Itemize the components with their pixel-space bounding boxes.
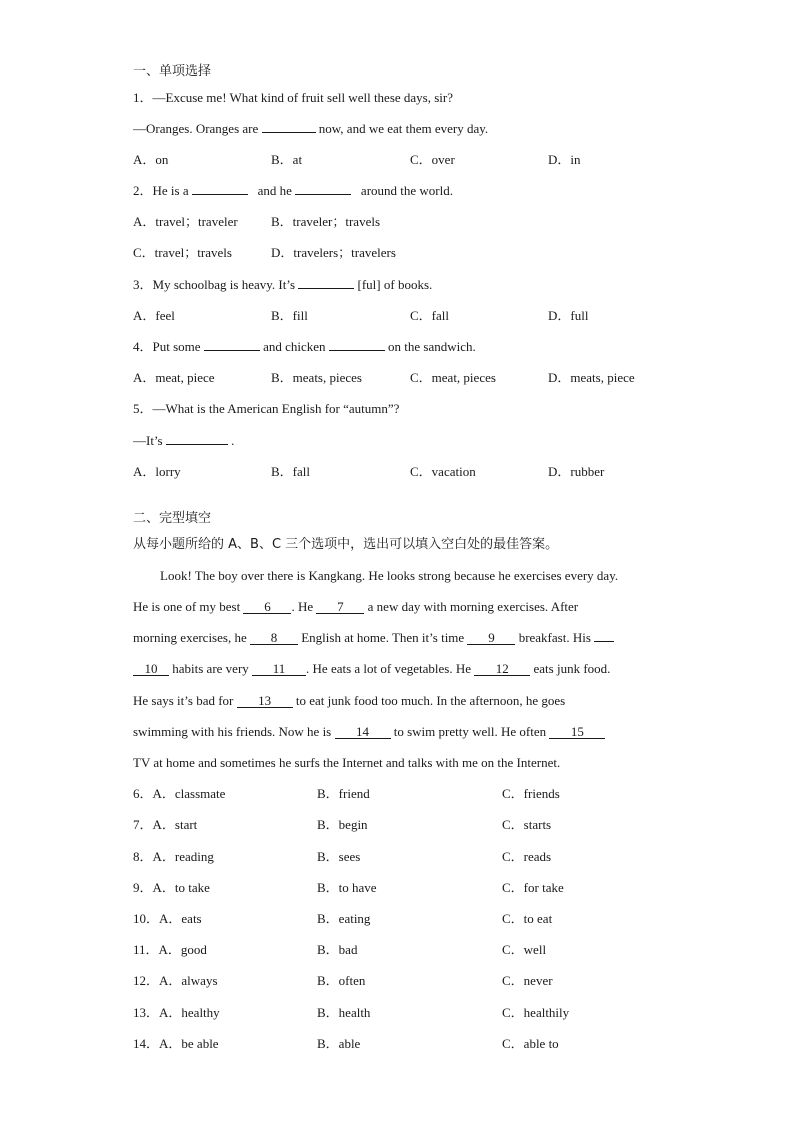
option-text: A．start	[152, 817, 198, 832]
question-text: —Excuse me! What kind of fruit sell well these days, sir?	[152, 90, 454, 105]
cloze-option-c[interactable]: C．to eat	[502, 911, 553, 926]
cloze-option-c[interactable]: C．reads	[502, 849, 552, 864]
cloze-option-a[interactable]	[133, 911, 202, 927]
question-text: —What is the American English for “autumn”?	[152, 401, 400, 416]
cloze-option-a[interactable]	[133, 817, 197, 833]
question-number: 9．	[133, 880, 153, 895]
question-text: now, and we eat them every day.	[315, 121, 489, 136]
passage-text: English at home. Then it’s time	[297, 630, 468, 645]
option-text: A．good	[158, 942, 207, 957]
answer-blank-9[interactable]: 9	[467, 631, 515, 645]
passage-text: morning exercises, he	[133, 630, 250, 645]
option-text: A．be able	[159, 1036, 219, 1051]
option-c[interactable]: C．travel；travels	[133, 245, 232, 260]
passage-text: . He eats a lot of vegetables. He	[306, 661, 475, 676]
question-number: 2．	[133, 183, 153, 198]
question-number: 1．	[133, 90, 153, 105]
question-text: My schoolbag is heavy. It’s	[152, 277, 299, 292]
option-d[interactable]: D．in	[548, 152, 581, 167]
option-d[interactable]: D．rubber	[548, 464, 605, 479]
question-text: He is a	[152, 183, 192, 198]
question-number: 14．	[133, 1036, 160, 1051]
option-text: A．to take	[152, 880, 210, 895]
answer-blank-8[interactable]: 8	[250, 631, 298, 645]
question-5-line-2	[133, 433, 234, 449]
answer-blank-15[interactable]: 15	[549, 725, 605, 739]
cloze-option-a[interactable]	[133, 786, 225, 802]
option-b[interactable]: B．fall	[271, 464, 310, 479]
answer-blank-10-start[interactable]	[594, 641, 614, 642]
cloze-option-b[interactable]: B．health	[317, 1005, 371, 1020]
question-text: [ful] of books.	[354, 277, 433, 292]
question-number: 12．	[133, 973, 160, 988]
answer-blank[interactable]	[204, 350, 260, 351]
answer-blank[interactable]	[295, 194, 351, 195]
passage-line	[133, 724, 605, 740]
passage-line	[160, 568, 618, 584]
cloze-option-b[interactable]: B．often	[317, 973, 366, 988]
option-c[interactable]: C．over	[410, 152, 455, 167]
option-a[interactable]: A．on	[133, 152, 169, 167]
option-a[interactable]: A．lorry	[133, 464, 181, 479]
answer-blank[interactable]	[298, 288, 354, 289]
question-number: 7．	[133, 817, 153, 832]
answer-blank[interactable]	[329, 350, 385, 351]
question-number: 8．	[133, 849, 153, 864]
question-text: on the sandwich.	[384, 339, 476, 354]
cloze-option-c[interactable]: C．for take	[502, 880, 564, 895]
cloze-option-b[interactable]: B．eating	[317, 911, 371, 926]
passage-line	[133, 661, 610, 677]
question-text: Put some	[152, 339, 204, 354]
question-text: —Oranges. Oranges are	[133, 121, 262, 136]
passage-line	[133, 630, 614, 646]
cloze-option-a[interactable]	[133, 1005, 220, 1021]
cloze-option-a[interactable]	[133, 880, 210, 896]
cloze-option-c[interactable]: C．well	[502, 942, 547, 957]
answer-blank-7[interactable]: 7	[316, 600, 364, 614]
cloze-option-c[interactable]: C．healthily	[502, 1005, 570, 1020]
answer-blank[interactable]	[192, 194, 248, 195]
question-number: 5．	[133, 401, 153, 416]
question-number: 6．	[133, 786, 153, 801]
section-2-title: 二、完型填空	[133, 511, 212, 526]
passage-text: He says it’s bad for	[133, 693, 237, 708]
cloze-option-a[interactable]	[133, 849, 214, 865]
answer-blank[interactable]	[262, 132, 316, 133]
passage-text: TV at home and sometimes he surfs the Internet and talks with me on the Internet.	[133, 755, 561, 770]
cloze-option-a[interactable]	[133, 973, 218, 989]
option-text: A．reading	[152, 849, 214, 864]
option-a[interactable]: A．feel	[133, 308, 175, 323]
answer-blank-6[interactable]: 6	[243, 600, 291, 614]
passage-text: swimming with his friends. Now he is	[133, 724, 335, 739]
cloze-option-b[interactable]: B．begin	[317, 817, 368, 832]
passage-line	[133, 693, 565, 709]
question-3	[133, 277, 432, 293]
question-number: 11．	[133, 942, 159, 957]
question-text: around the world.	[351, 183, 453, 198]
cloze-option-a[interactable]	[133, 942, 207, 958]
answer-blank-13[interactable]: 13	[237, 694, 293, 708]
question-5-line-1	[133, 401, 399, 417]
section-2-instruction: 从每小题所给的 A、B、C 三个选项中，选出可以填入空白处的最佳答案。	[133, 537, 559, 552]
option-text: A．classmate	[152, 786, 226, 801]
answer-blank-14[interactable]: 14	[335, 725, 391, 739]
option-text: A．eats	[159, 911, 202, 926]
question-1-line-2	[133, 121, 488, 137]
passage-line	[133, 599, 578, 615]
question-2	[133, 183, 453, 199]
option-text: A．healthy	[159, 1005, 220, 1020]
option-b[interactable]: B．traveler；travels	[271, 214, 381, 229]
answer-blank-11[interactable]: 11	[252, 662, 306, 676]
passage-text: to eat junk food too much. In the afternoon, he goes	[292, 693, 566, 708]
question-text: and chicken	[259, 339, 329, 354]
option-c[interactable]: C．fall	[410, 308, 449, 323]
option-c[interactable]: C．vacation	[410, 464, 476, 479]
passage-text: to swim pretty well. He often	[390, 724, 550, 739]
question-4	[133, 339, 476, 355]
cloze-option-c[interactable]: C．never	[502, 973, 553, 988]
option-a[interactable]: A．travel；traveler	[133, 214, 238, 229]
option-d[interactable]: D．full	[548, 308, 589, 323]
cloze-option-b[interactable]: B．to have	[317, 880, 377, 895]
passage-text: habits are very	[169, 661, 253, 676]
passage-text: eats junk food.	[530, 661, 611, 676]
option-d[interactable]: D．meats, piece	[548, 370, 635, 385]
cloze-option-b[interactable]: B．bad	[317, 942, 358, 957]
question-text: .	[227, 433, 235, 448]
option-text: A．always	[159, 973, 218, 988]
passage-text: He is one of my best	[133, 599, 244, 614]
option-c[interactable]: C．meat, pieces	[410, 370, 496, 385]
answer-blank-12[interactable]: 12	[474, 662, 530, 676]
question-number: 3．	[133, 277, 153, 292]
cloze-option-b[interactable]: B．friend	[317, 786, 370, 801]
option-b[interactable]: B．fill	[271, 308, 308, 323]
question-number: 4．	[133, 339, 153, 354]
answer-blank-10[interactable]: 10	[133, 662, 169, 676]
question-text: —It’s	[133, 433, 166, 448]
cloze-option-a[interactable]	[133, 1036, 219, 1052]
question-1-line-1	[133, 90, 453, 106]
cloze-option-c[interactable]: C．able to	[502, 1036, 559, 1051]
passage-text: a new day with morning exercises. After	[364, 599, 579, 614]
option-d[interactable]: D．travelers；travelers	[271, 245, 396, 260]
section-1-title: 一、单项选择	[133, 64, 212, 79]
passage-text: . He	[291, 599, 317, 614]
cloze-option-c[interactable]: C．starts	[502, 817, 552, 832]
cloze-option-b[interactable]: B．able	[317, 1036, 361, 1051]
question-number: 13．	[133, 1005, 160, 1020]
cloze-option-c[interactable]: C．friends	[502, 786, 560, 801]
cloze-option-b[interactable]: B．sees	[317, 849, 361, 864]
answer-blank[interactable]	[166, 444, 228, 445]
passage-line	[133, 755, 560, 771]
option-b[interactable]: B．meats, pieces	[271, 370, 362, 385]
passage-text: breakfast. His	[515, 630, 595, 645]
option-b[interactable]: B．at	[271, 152, 303, 167]
option-a[interactable]: A．meat, piece	[133, 370, 215, 385]
question-number: 10．	[133, 911, 160, 926]
passage-text: Look! The boy over there is Kangkang. He looks strong because he exercises every day.	[160, 568, 619, 583]
question-text: and he	[247, 183, 296, 198]
